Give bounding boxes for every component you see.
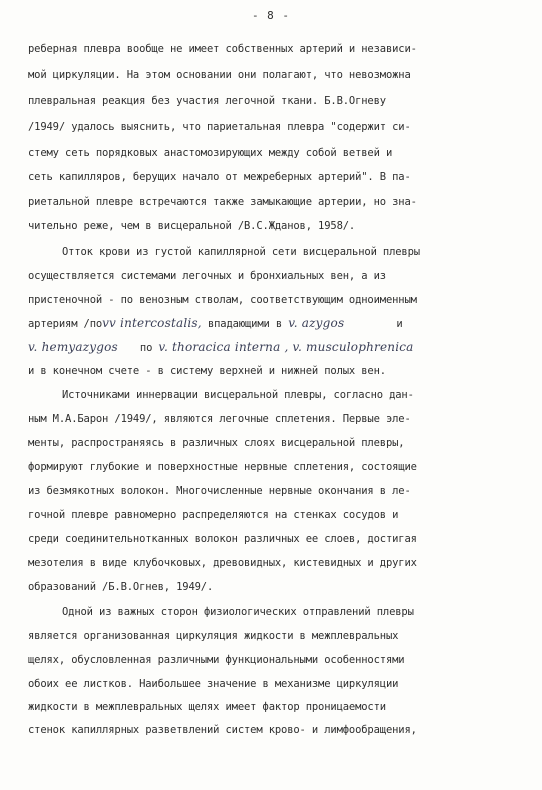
text-fragment: впадающими в xyxy=(207,318,283,330)
text-fragment: артериям /по xyxy=(28,318,103,330)
text-line: является организованная циркуляция жидкости в межплевральных xyxy=(28,630,399,642)
text-line: осуществляется системами легочных и бронхиальных вен, а из xyxy=(28,270,386,282)
text-line: реберная плевра вообще не имеет собственных артерий и независи- xyxy=(28,43,417,55)
text-line: жидкости в межплевральных щелях имеет фактор проницаемости xyxy=(28,701,386,713)
text-line: риетальной плевре встречаются также замыкающие артерии, но зна- xyxy=(28,196,417,208)
handwritten-term: vv intercostalis, xyxy=(102,316,202,330)
text-line: менты, распространяясь в различных слоях висцеральной плевры, xyxy=(28,437,405,449)
handwritten-term: v. hemyazygos xyxy=(28,340,118,354)
paragraph-start-line: Отток крови из густой капиллярной сети висцеральной плевры xyxy=(62,246,420,258)
paragraph-start-line: Источниками иннервации висцеральной плевры, согласно дан- xyxy=(62,389,414,401)
text-line: и в конечном счете - в систему верхней и нижней полых вен. xyxy=(28,365,386,377)
page-number: - 8 - xyxy=(251,9,291,22)
text-line: среди соединительнотканных волокон различных ее слоев, достигая xyxy=(28,533,417,545)
handwritten-term: v. azygos xyxy=(288,316,345,330)
text-line: /1949/ удалось выяснить, что париетальная плевра "содержит си- xyxy=(28,121,411,133)
text-fragment: и xyxy=(396,318,403,330)
handwritten-term: v. thoracica interna , v. musculophrenica xyxy=(158,340,414,354)
text-line: пристеночной - по венозным стволам, соответствующим одноименным xyxy=(28,294,417,306)
text-line: мезотелия в виде клубочковых, древовидных, кистевидных и других xyxy=(28,557,417,569)
text-line-with-handwriting xyxy=(28,316,402,331)
text-line: ным М.А.Барон /1949/, являются легочные сплетения. Первые эле- xyxy=(28,413,411,425)
text-line-with-handwriting xyxy=(28,340,414,355)
text-line: щелях, обусловленная различными функциональными особенностями xyxy=(28,654,405,666)
text-line: из безмякотных волокон. Многочисленные нервные окончания в ле- xyxy=(28,485,411,497)
text-line: образований /Б.В.Огнев, 1949/. xyxy=(28,581,214,593)
text-line: обоих ее листков. Наибольшее значение в механизме циркуляции xyxy=(28,678,399,690)
text-line: чительно реже, чем в висцеральной /В.С.Жданов, 1958/. xyxy=(28,220,356,232)
text-fragment: по xyxy=(139,342,153,354)
text-line: сеть капилляров, берущих начало от межреберных артерий". В па- xyxy=(28,171,411,183)
text-line: стему сеть порядковых анастомозирующих между собой ветвей и xyxy=(28,147,393,159)
text-line: формируют глубокие и поверхностные нервные сплетения, состоящие xyxy=(28,461,417,473)
text-line: стенок капиллярных разветвлений систем крово- и лимфообращения, xyxy=(28,724,417,736)
paragraph-start-line: Одной из важных сторон физиологических отправлений плевры xyxy=(62,606,414,618)
text-line: гочной плевре равномерно распределяются на стенках сосудов и xyxy=(28,509,399,521)
text-line: мой циркуляции. На этом основании они полагают, что невозможна xyxy=(28,69,411,81)
text-line: плевральная реакция без участия легочной ткани. Б.В.Огневу xyxy=(28,95,386,107)
